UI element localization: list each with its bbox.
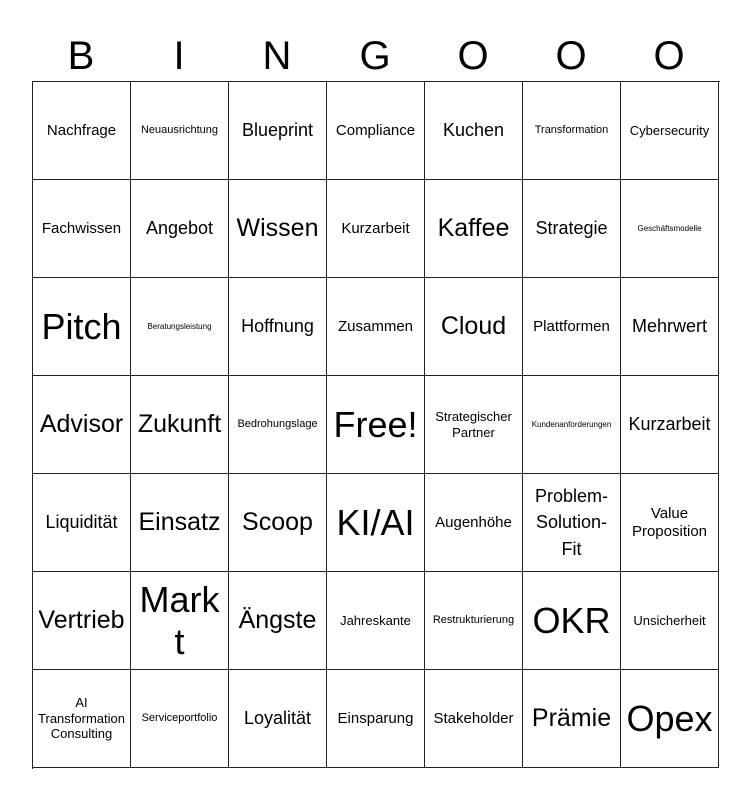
bingo-cell[interactable] [33,474,131,572]
bingo-cell[interactable] [327,474,425,572]
bingo-cell[interactable] [131,82,229,180]
header-letter: N [262,34,292,78]
bingo-cell-label: Zukunft [137,410,222,439]
bingo-cell[interactable] [523,278,621,376]
bingo-cell[interactable] [229,670,327,768]
bingo-cell-label: Pitch [41,305,122,347]
header-letter: O [457,34,489,78]
bingo-cell[interactable] [425,278,523,376]
bingo-cell[interactable] [131,180,229,278]
bingo-cell-label: Kundenanforderungen [531,419,612,429]
bingo-cell-label: Compliance [335,121,416,139]
bingo-cell[interactable] [621,278,719,376]
bingo-cell[interactable] [621,670,719,768]
bingo-cell-label: Markt [139,579,220,662]
bingo-cell-label: Hoffnung [241,316,314,337]
bingo-cell-label: OKR [532,599,611,641]
bingo-cell-label: Prämie [531,704,612,733]
bingo-cell-label: Ängste [238,606,317,635]
bingo-cell-label: Stakeholder [433,709,514,727]
bingo-cell[interactable] [327,670,425,768]
bingo-cell[interactable] [425,572,523,670]
bingo-cell-label: Cybersecurity [629,122,710,138]
bingo-cell-label: Beratungsleistung [147,321,212,331]
header-letter: I [173,34,185,78]
bingo-cell[interactable] [425,180,523,278]
bingo-cell-label: Cloud [440,312,507,341]
bingo-cell-label: Restrukturierung [432,614,515,627]
bingo-cell-label: Vertrieb [38,606,125,635]
bingo-cell[interactable] [33,278,131,376]
bingo-cell-label: Bedrohungslage [237,418,318,431]
bingo-cell-label: Free! [333,403,418,445]
bingo-cell[interactable] [131,376,229,474]
bingo-cell[interactable] [425,474,523,572]
bingo-cell[interactable] [523,572,621,670]
bingo-cell[interactable] [327,572,425,670]
header-letter: B [67,34,95,78]
bingo-cell-label: Serviceportfolio [141,712,218,725]
bingo-cell[interactable] [33,180,131,278]
bingo-cell-label: Nachfrage [46,121,117,139]
bingo-cell-label: Transformation [534,124,609,137]
bingo-cell-label: Zusammen [337,317,414,335]
bingo-cell-label: Blueprint [241,120,314,141]
bingo-cell-label: Mehrwert [631,316,707,337]
bingo-cell-label: Jahreskante [340,612,411,628]
bingo-cell-label: Angebot [145,218,214,239]
bingo-cell[interactable] [425,670,523,768]
bingo-cell-label: Neuausrichtung [140,124,219,137]
bingo-cell-label: Opex [626,697,713,739]
bingo-cell-label: Unsicherheit [633,612,706,628]
bingo-cell[interactable] [425,376,523,474]
bingo-cell[interactable] [523,376,621,474]
bingo-cell-label: Strategie [535,218,608,239]
bingo-cell[interactable] [131,278,229,376]
bingo-cell[interactable] [523,474,621,572]
bingo-cell[interactable] [621,474,719,572]
bingo-cell[interactable] [327,278,425,376]
bingo-cell[interactable] [621,82,719,180]
bingo-cell-label: Geschäftsmodelle [637,223,702,233]
bingo-cell-label: Fachwissen [41,219,122,237]
header-letter: O [555,34,587,78]
bingo-cell[interactable] [229,572,327,670]
bingo-cell[interactable] [425,82,523,180]
bingo-cell-label: Problem-Solution-Fit [534,486,609,559]
bingo-cell[interactable] [229,180,327,278]
bingo-cell[interactable] [621,376,719,474]
bingo-cell-label: Loyalität [243,708,312,729]
bingo-cell[interactable] [229,376,327,474]
bingo-cell[interactable] [229,278,327,376]
bingo-cell-label: Strategischer Partner [435,408,512,440]
bingo-cell-label: Einsparung [337,709,414,727]
bingo-cell[interactable] [523,82,621,180]
bingo-cell-label: Augenhöhe [435,513,512,531]
bingo-cell-label: Plattformen [533,317,610,335]
bingo-cell[interactable] [131,474,229,572]
header-letter: G [359,34,391,78]
bingo-cell[interactable] [327,180,425,278]
bingo-cell[interactable] [131,670,229,768]
bingo-cell-label: Kurzarbeit [628,414,711,435]
bingo-cell[interactable] [33,376,131,474]
bingo-cell-label: Kaffee [437,214,510,243]
header-letter: O [653,34,685,78]
bingo-cell[interactable] [33,82,131,180]
bingo-cell[interactable] [621,572,719,670]
bingo-cell[interactable] [33,572,131,670]
bingo-cell-label: Wissen [236,214,319,243]
bingo-cell[interactable] [33,670,131,768]
bingo-cell-label: Kurzarbeit [341,219,410,237]
bingo-cell[interactable] [523,180,621,278]
bingo-cell[interactable] [229,474,327,572]
bingo-cell-label: Scoop [242,508,313,537]
bingo-cell[interactable] [621,180,719,278]
bingo-cell-label: Liquidität [45,512,118,533]
bingo-cell-label: Advisor [39,410,124,439]
bingo-cell[interactable] [523,670,621,768]
bingo-cell-label: Kuchen [442,120,505,141]
bingo-cell-label: AI Transformation Consulting [38,695,125,742]
bingo-header [32,30,720,82]
bingo-board [32,81,720,769]
bingo-cell[interactable] [229,82,327,180]
bingo-cell-label: Value Proposition [631,505,708,540]
bingo-cell[interactable] [131,572,229,670]
bingo-cell[interactable] [327,376,425,474]
bingo-cell-label: KI/AI [336,501,415,543]
bingo-cell[interactable] [327,82,425,180]
bingo-cell-label: Einsatz [138,508,221,537]
